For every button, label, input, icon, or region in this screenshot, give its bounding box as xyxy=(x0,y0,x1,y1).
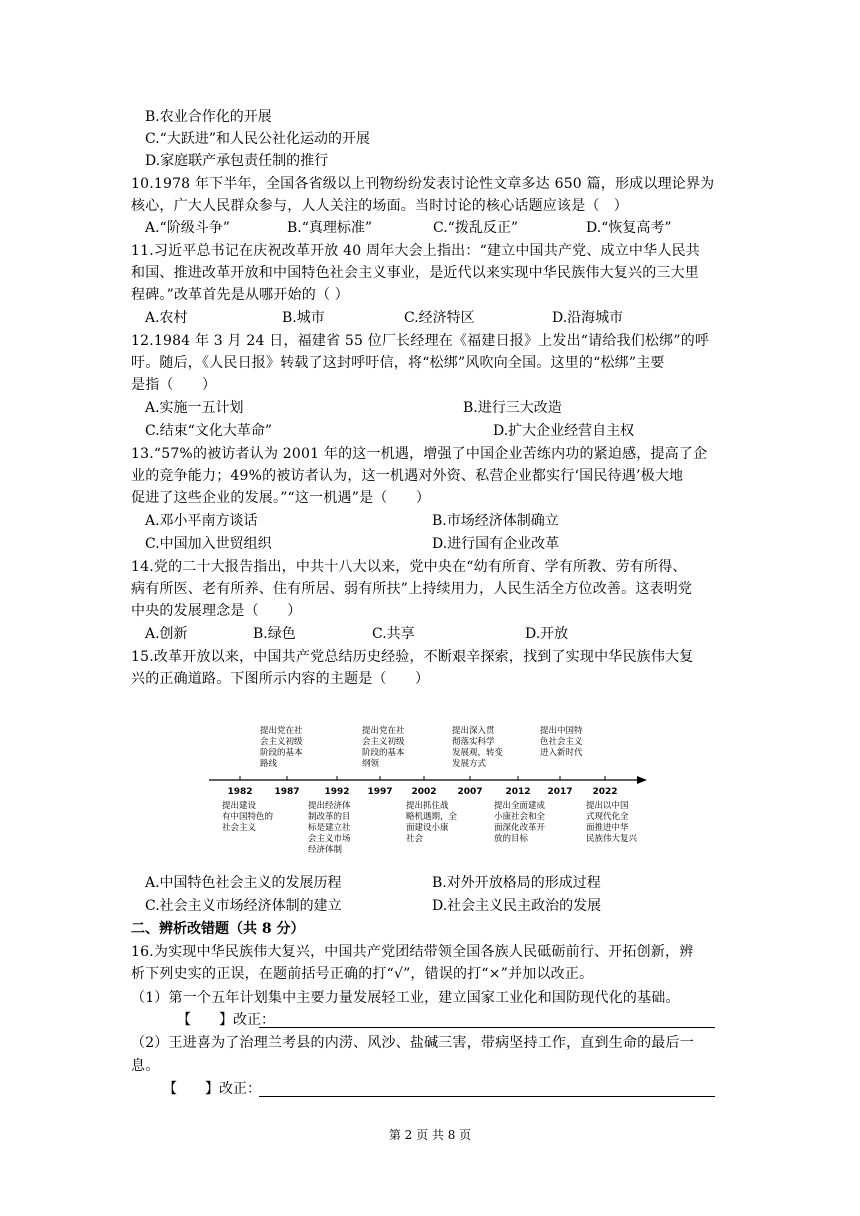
timeline-year-label: 1992 xyxy=(324,787,350,797)
q15-option-a: A.中国特色社会主义的发展历程 xyxy=(145,875,342,891)
q13-option-d: D.进行国有企业改革 xyxy=(432,536,560,552)
q12-option-b: B.进行三大改造 xyxy=(463,400,562,416)
q9-option-b: B.农业合作化的开展 xyxy=(145,109,272,125)
q12-option-c: C.结束“文化大革命” xyxy=(145,423,272,439)
timeline-event-text: 进入新时代 xyxy=(540,748,583,758)
q15-option-d: D.社会主义民主政治的发展 xyxy=(432,898,602,914)
q14-option-b: B.绿色 xyxy=(253,626,296,642)
q16-item-2-line2: 息。 xyxy=(131,1058,160,1074)
timeline-event-text: 社会主义 xyxy=(222,823,257,833)
q11-option-a: A.农村 xyxy=(145,310,188,326)
timeline-event-text: 有中国特色的 xyxy=(222,812,274,822)
q12-option-a: A.实施一五计划 xyxy=(145,400,244,416)
timeline-event-text: 发展方式 xyxy=(452,759,487,769)
q13-option-b: B.市场经济体制确立 xyxy=(432,513,559,529)
timeline-event-text: 面建设小康 xyxy=(406,823,449,833)
q13-stem-line1: 13.“57%的被访者认为 2001 年的这一机遇，增强了中国企业苦练内功的紧迫感，提高了企 xyxy=(131,446,708,462)
timeline-event-above xyxy=(362,725,405,769)
q12-option-d: D.扩大企业经营自主权 xyxy=(493,423,635,439)
timeline-year-label: 2022 xyxy=(592,787,618,797)
q16-item-2-answer-line[interactable] xyxy=(259,1096,715,1097)
timeline-event-text: 提出以中国 xyxy=(586,801,629,811)
q15-option-b: B.对外开放格局的形成过程 xyxy=(432,875,601,891)
timeline-event-below xyxy=(406,800,458,844)
timeline-event-text: 阶段的基本 xyxy=(362,748,405,758)
q11-stem-line3: 程碑。”改革首先是从哪开始的（ ） xyxy=(131,287,350,303)
timeline-event-text: 提出中国特 xyxy=(540,726,583,736)
timeline-event-text: 放的目标 xyxy=(494,834,529,844)
q11-option-c: C.经济特区 xyxy=(404,310,475,326)
timeline-event-text: 提出党在社 xyxy=(260,726,303,736)
timeline-event-text: 色社会主义 xyxy=(540,737,583,747)
timeline-event-text: 提出全面建成 xyxy=(494,801,546,811)
timeline-event-text: 小康社会和全 xyxy=(494,812,546,822)
q13-stem-line2: 业的竞争能力；49%的被访者认为，这一机遇对外资、私营企业都实行‘国民待遇’极大地 xyxy=(131,468,684,484)
timeline-event-text: 提出经济体 xyxy=(308,801,351,811)
timeline-event-text: 提出建设 xyxy=(222,801,257,811)
timeline-event-text: 社会 xyxy=(406,834,424,844)
q12-stem-line3: 是指（ ） xyxy=(131,377,217,393)
timeline-event-below xyxy=(494,800,546,844)
timeline-year-label: 2002 xyxy=(411,787,437,797)
q12-stem-line2: 吁。随后，《人民日报》转载了这封呼吁信，将“松绑”风吹向全国。这里的“松绑”主要 xyxy=(131,355,665,371)
q11-stem-line1: 11.习近平总书记在庆祝改革开放 40 周年大会上指出：“建立中国共产党、成立中华人民共 xyxy=(131,243,700,259)
q10-option-b: B.“真理标准” xyxy=(287,220,373,236)
timeline-event-text: 制改革的目 xyxy=(308,812,351,822)
q16-item-2-correction-label: 【 】改正： xyxy=(163,1081,261,1097)
timeline-event-text: 纲领 xyxy=(362,759,380,769)
timeline-event-text: 发展观，转变 xyxy=(452,748,504,758)
q16-item-1-correction-label: 【 】改正： xyxy=(177,1012,275,1028)
timeline-event-text: 标是建立社 xyxy=(308,823,351,833)
q13-stem-line3: 促进了这些企业的发展。”“这一机遇”是（ ） xyxy=(131,490,431,506)
q16-item-1-answer-line[interactable] xyxy=(259,1027,715,1028)
timeline-event-text: 民族伟大复兴 xyxy=(586,834,638,844)
q9-option-c: C.“大跃进”和人民公社化运动的开展 xyxy=(145,131,370,147)
page-number: 第 2 页 共 8 页 xyxy=(388,1128,472,1142)
timeline-event-above xyxy=(540,725,583,758)
timeline-year-label: 1982 xyxy=(227,787,253,797)
q14-stem-line3: 中央的发展理念是（ ） xyxy=(131,603,302,619)
q15-option-c: C.社会主义市场经济体制的建立 xyxy=(145,898,342,914)
q10-stem-line2: 核心，广大人民群众参与，人人关注的场面。当时讨论的核心话题应该是（ ） xyxy=(131,198,628,214)
q11-stem-line2: 和国、推进改革开放和中国特色社会主义事业，是近代以来实现中华民族伟大复兴的三大里 xyxy=(131,265,699,281)
q11-option-d: D.沿海城市 xyxy=(552,310,624,326)
timeline-event-text: 会主义市场 xyxy=(308,834,351,844)
q10-stem-line1: 10.1978 年下半年，全国各省级以上刊物纷纷发表讨论性文章多达 650 篇，形成以理论界为 xyxy=(131,176,715,192)
q14-stem-line2: 病有所医、老有所养、住有所居、弱有所扶”上持续用力，人民生活全方位改善。这表明党 xyxy=(131,581,693,597)
timeline-year-label: 1987 xyxy=(274,787,300,797)
q11-option-b: B.城市 xyxy=(282,310,325,326)
timeline-year-label: 2017 xyxy=(547,787,573,797)
timeline-year-label: 2012 xyxy=(505,787,531,797)
timeline-event-above xyxy=(452,725,504,769)
q16-stem-line1: 16.为实现中华民族伟大复兴，中国共产党团结带领全国各族人民砥砺前行、开拓创新，辨 xyxy=(131,944,694,960)
timeline-event-text: 会主义初级 xyxy=(260,737,303,747)
q12-stem-line1: 12.1984 年 3 月 24 日，福建省 55 位厂长经理在《福建日报》上发出“请给我们松绑”的呼 xyxy=(131,333,710,349)
timeline-event-below xyxy=(222,800,274,833)
q15-stem-line1: 15.改革开放以来，中国共产党总结历史经验，不断艰辛探索，找到了实现中华民族伟大复 xyxy=(131,649,694,665)
timeline-event-text: 式现代化全 xyxy=(586,812,629,822)
timeline-arrow-icon xyxy=(637,776,647,784)
timeline-event-text: 提出抓住战 xyxy=(406,801,449,811)
timeline-year-label: 1997 xyxy=(367,787,393,797)
q16-item-1: （1）第一个五年计划集中主要力量发展轻工业，建立国家工业化和国防现代化的基础。 xyxy=(131,990,680,1006)
timeline-event-text: 彻落实科学 xyxy=(452,737,495,747)
timeline-event-text: 经济体制 xyxy=(308,845,343,855)
q10-option-a: A.“阶级斗争” xyxy=(145,220,230,236)
q14-stem-line1: 14.党的二十大报告指出，中共十八大以来，党中央在“幼有所育、学有所教、劳有所得、 xyxy=(131,559,687,575)
q14-option-c: C.共享 xyxy=(372,626,415,642)
timeline-event-text: 会主义初级 xyxy=(362,737,405,747)
q14-option-a: A.创新 xyxy=(145,626,188,642)
q13-option-a: A.邓小平南方谈话 xyxy=(145,513,258,529)
q15-stem-line2: 兴的正确道路。下图所示内容的主题是（ ） xyxy=(131,671,430,687)
timeline-event-above xyxy=(260,725,303,769)
timeline-event-text: 阶段的基本 xyxy=(260,748,303,758)
q16-stem-line2: 析下列史实的正误，在题前括号正确的打“√”，错误的打“×”并加以改正。 xyxy=(131,966,594,982)
q9-option-d: D.家庭联产承包责任制的推行 xyxy=(145,153,329,169)
timeline-event-text: 面推进中华 xyxy=(586,823,629,833)
timeline-event-text: 面深化改革开 xyxy=(494,823,546,833)
timeline-event-text: 提出党在社 xyxy=(362,726,405,736)
timeline-event-below xyxy=(308,800,351,855)
timeline-year-label: 2007 xyxy=(457,787,483,797)
timeline-event-text: 提出深入贯 xyxy=(452,726,495,736)
policy-timeline xyxy=(205,717,655,857)
q10-option-d: D.“恢复高考” xyxy=(586,220,672,236)
q16-item-2-line1: （2）王进喜为了治理兰考县的内涝、风沙、盐碱三害，带病坚持工作，直到生命的最后一 xyxy=(131,1035,694,1051)
q10-option-c: C.“拨乱反正” xyxy=(433,220,518,236)
section-2-title: 二、辨析改错题（共 8 分） xyxy=(131,921,305,937)
q14-option-d: D.开放 xyxy=(525,626,569,642)
q13-option-c: C.中国加入世贸组织 xyxy=(145,536,272,552)
timeline-event-text: 路线 xyxy=(260,759,278,769)
timeline-event-text: 略机遇期，全 xyxy=(406,812,458,822)
timeline-event-below xyxy=(586,800,638,844)
